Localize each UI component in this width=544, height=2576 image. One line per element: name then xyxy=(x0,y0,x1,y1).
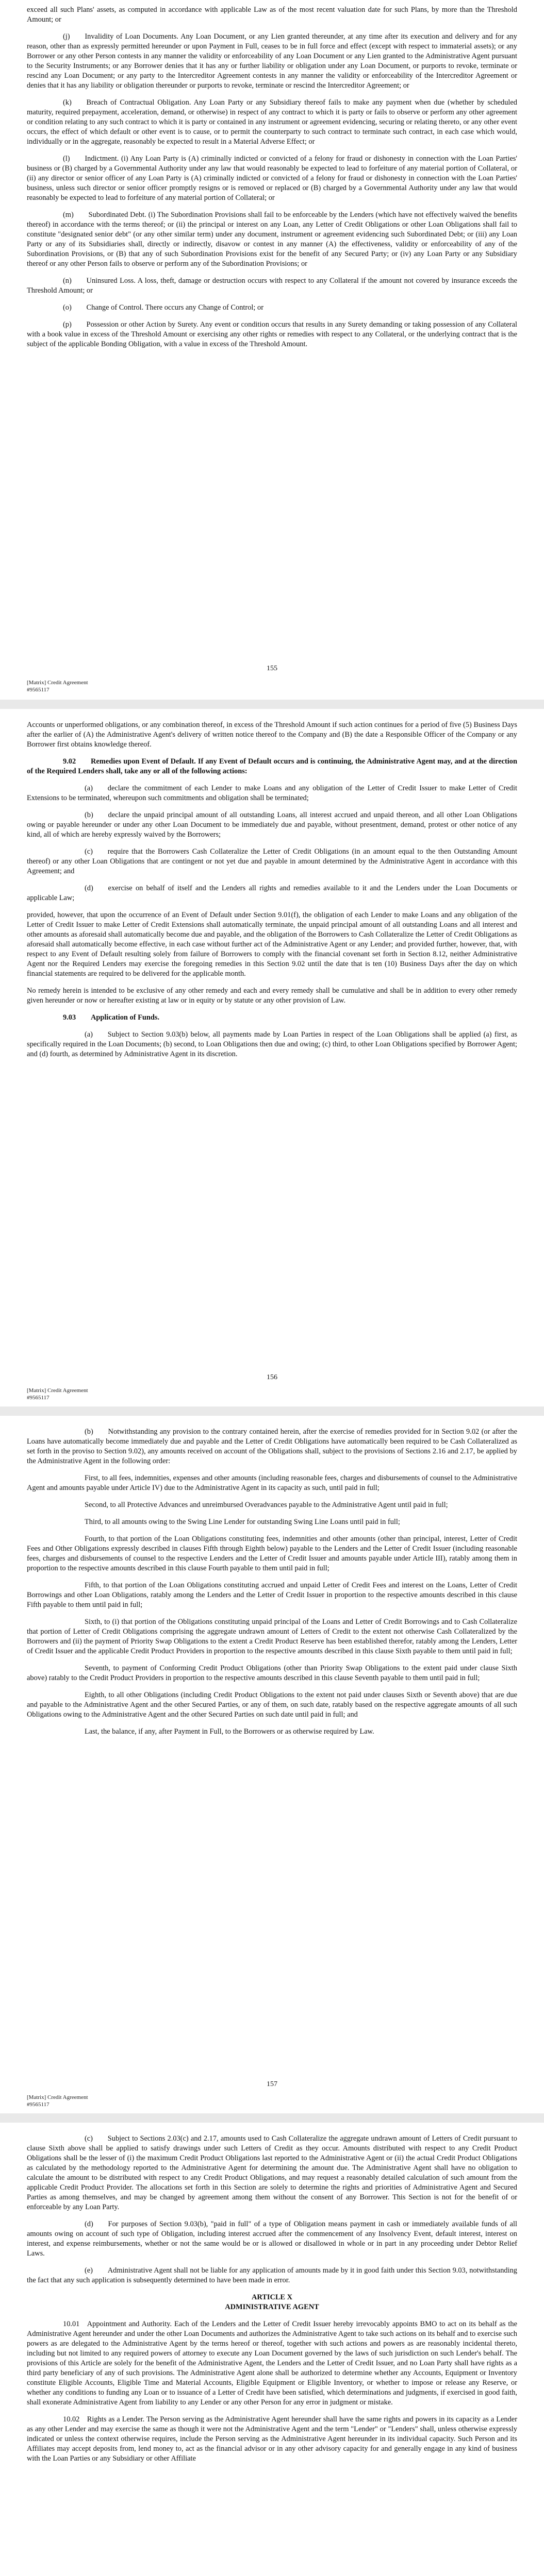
footer xyxy=(27,1387,88,1401)
paragraph: Third, to all amounts owing to the Swing Line Lender for outstanding Swing Line Loans until paid in full; xyxy=(85,1518,400,1526)
page-number: 156 xyxy=(267,1374,277,1381)
footer-title: [Matrix] Credit Agreement xyxy=(27,2094,88,2100)
paragraph: (o) Change of Control. There occurs any Change of Control; or xyxy=(63,303,263,312)
paragraph: 10.02 Rights as a Lender. The Person serving as the Administrative Agent hereunder shall have the same rights and powers in its capacity as a Lender as any other Lender and may exercise the same as though it were not the Administrative Agent and the term "Lender" or "Lenders" shall, unless otherwise expressly indicated or unless the context otherwise requires, include the Person serving as the Administrative Agent hereunder in its individual capacity. Such Person and its Affiliates may accept deposits from, lend money to, act as the financial advisor or in any other advisory capacity for and generally engage in any kind of business with the Loan Parties or any Subsidiary or other Affiliate xyxy=(27,2415,517,2463)
paragraph: 10.01 Appointment and Authority. Each of the Lenders and the Letter of Credit Issuer hereby irrevocably appoints BMO to act on its behalf as the Administrative Agent hereunder and under the other Loan Documents and authorizes the Administrative Agent to take such actions on its behalf and to exercise such powers as are delegated to the Administrative Agent by the terms hereof or thereof, together with such actions and powers as are reasonably incidental thereto, including but not limited to any required powers of attorney to execute any Loan Document governed by the laws of such jurisdiction on such Lender's behalf. The provisions of this Article are solely for the benefit of the Administrative Agent, the Lenders and the Letter of Credit Issuer, and no Loan Party shall have rights as a third party beneficiary of any of such provisions. The Administrative Agent alone shall be authorized to determine whether any Accounts, Equipment or Inventory constitute Eligible Accounts, Eligible Time and Material Accounts, Eligible Equipment or Eligible Inventory, or whether to impose or release any Reserve, or whether any conditions to funding any Loan or to issuance of a Letter of Credit have been satisfied, which determinations and judgments, if exercised in good faith, shall exonerate Administrative Agent from liability to any Lender or any other Person for any error in judgment or mistake. xyxy=(27,2320,517,2406)
paragraph: Fifth, to that portion of the Loan Obligations constituting accrued and unpaid Letter of Credit Fees and interest on the Loans, Letter of Credit Borrowings and other Loan Obligations, ratably among the Lenders and the Letter of Credit Issuer in proportion to the respective amounts described in this clause Fifth payable to them until paid in full; xyxy=(27,1581,517,1609)
page-separator xyxy=(0,1406,544,1416)
paragraph: Fourth, to that portion of the Loan Obligations constituting fees, indemnities and other amounts (other than principal, interest, Letter of Credit Fees and Other Obligations expressly described in clauses Fifth through Eighth below) payable to the Lenders and the Letter of Credit Issuer (including reasonable fees, charges and disbursements of counsel to the respective Lenders and the Letter of Credit Issuer and amounts payable under Article III), ratably among them in proportion to the respective amounts described in this clause Fourth payable to them until paid in full; xyxy=(27,1535,517,1572)
paragraph: exceed all such Plans' assets, as computed in accordance with applicable Law as of the most recent valuation date for such Plans, by more than the Threshold Amount; or xyxy=(27,6,517,24)
paragraph: (d) exercise on behalf of itself and the Lenders all rights and remedies available to it and the Lenders under the Loan Documents or applicable Law; xyxy=(27,884,517,902)
paragraph: (e) Administrative Agent shall not be liable for any application of amounts made by it in good faith under this Section 9.03, notwithstanding the fact that any such application is subsequently determined to have been made in error. xyxy=(27,2266,517,2284)
article-title: ADMINISTRATIVE AGENT xyxy=(225,2303,319,2311)
paragraph: (l) Indictment. (i) Any Loan Party is (A) criminally indicted or convicted of a felony for fraud or dishonesty in connection with the Loan Parties' business or (B) charged by a Governmental Authority under any law that would reasonably be expected to lead to forfeiture of any material portion of Collateral, or (ii) any director or senior officer of any Loan Party is (A) criminally indicted or convicted of a felony for fraud or dishonesty in connection with the Loan Parties' business, unless such director or senior officer promptly resigns or is removed or replaced or (B) charged by a Governmental Authority under any law that would reasonably be expected to lead to forfeiture of any material portion of Collateral; or xyxy=(27,155,517,202)
page-number: 155 xyxy=(267,665,277,672)
paragraph: (c) Subject to Sections 2.03(c) and 2.17, amounts used to Cash Collateralize the aggregate undrawn amount of Letters of Credit pursuant to clause Sixth above shall be applied to satisfy drawings under such Letters of Credit as they occur. Amounts distributed with respect to any Credit Product Obligations shall be the lesser of (i) the maximum Credit Product Obligations last reported to the Administrative Agent or (ii) the actual Credit Product Obligations as calculated by the methodology reported to the Administrative Agent for determining the amount due. The Administrative Agent shall have no obligation to calculate the amount to be distributed with respect to any Credit Product Obligations, and may request a reasonably detailed calculation of such amount from the applicable Credit Product Provider. The allocations set forth in this Section are solely to determine the rights and priorities of Administrative Agent and Secured Parties as among themselves, and may be changed by agreement among them without the consent of any Borrower. This Section is not for the benefit of or enforceable by any Loan Party. xyxy=(27,2134,517,2211)
page-separator xyxy=(0,2113,544,2123)
footer-doc-id: #9565117 xyxy=(27,2102,50,2108)
page-body xyxy=(27,2134,517,2471)
footer-title: [Matrix] Credit Agreement xyxy=(27,1387,88,1394)
paragraph: No remedy herein is intended to be exclusive of any other remedy and each and every remedy shall be cumulative and shall be in addition to every other remedy given hereunder or now or hereafter existing at law or in equity or by statute or any other provision of Law. xyxy=(27,987,517,1005)
paragraph: (j) Invalidity of Loan Documents. Any Loan Document, or any Lien granted thereunder, at any time after its execution and delivery and for any reason, other than as expressly permitted hereunder or upon Payment in Full, ceases to be in full force and effect (except with respect to immaterial assets); or any Borrower or any other Person contests in any manner the validity or enforceability of any Loan Document or any Lien granted to the Administrative Agent pursuant to the Security Instruments; or any Borrower denies that it has any or further liability or obligation under any Loan Document, or purports to revoke, terminate or rescind any Loan Document; or any party to the Intercreditor Agreement contests in any manner the validity or enforceability of the Intercreditor Agreement or denies that it has any liability or obligation thereunder or purports to revoke, terminate or rescind the Intercreditor Agreement; or xyxy=(27,32,517,90)
paragraph: Eighth, to all other Obligations (including Credit Product Obligations to the extent not paid under clauses Sixth or Seventh above) that are due and payable to the Administrative Agent and the other Secured Parties, or any of them, on such date, ratably based on the respective aggregate amounts of all such Obligations owing to the Administrative Agent and the other Secured Parties on such date until paid in full; and xyxy=(27,1691,517,1719)
page-body xyxy=(27,720,517,1066)
paragraph: (d) For purposes of Section 9.03(b), "paid in full" of a type of Obligation means payment in cash or immediately available funds of all amounts owing on account of such type of Obligation, including interest accrued after the commencement of any Insolvency Event, default interest, interest on interest, and expense reimbursements, whether or not the same would be or is allowed or disallowed in whole or in part in any proceeding under Debtor Relief Laws. xyxy=(27,2220,517,2258)
paragraph: (p) Possession or other Action by Surety. Any event or condition occurs that results in any Surety demanding or taking possession of any Collateral with a book value in excess of the Threshold Amount or exercising any other rights or remedies with respect to any Collateral, or the underlying contract that is the subject of the applicable Bonding Obligation, with a value in excess of the Threshold Amount. xyxy=(27,320,517,348)
paragraph: (a) Subject to Section 9.03(b) below, all payments made by Loan Parties in respect of the Loan Obligations shall be applied (a) first, as specifically required in the Loan Documents; (b) second, to Loan Obligations then due and owing; (c) third, to other Loan Obligations specified by Borrower Agent; and (d) fourth, as determined by Administrative Agent in its discretion. xyxy=(27,1030,517,1058)
page-body xyxy=(27,1427,517,1744)
paragraph: Second, to all Protective Advances and unreimbursed Overadvances payable to the Administrative Agent until paid in full; xyxy=(85,1501,448,1509)
paragraph: (b) Notwithstanding any provision to the contrary contained herein, after the exercise of remedies provided for in Section 9.02 (or after the Loans have automatically become immediately due and payable and the Letter of Credit Obligations have automatically been required to be Cash Collateralized as set forth in the proviso to Section 9.02), any amounts received on account of the Obligations shall, subject to the provisions of Sections 2.16 and 2.17, be applied by the Administrative Agent in the following order: xyxy=(27,1428,517,1465)
paragraph: (b) declare the unpaid principal amount of all outstanding Loans, all interest accrued and unpaid thereon, and all other Loan Obligations owing or payable hereunder or under any other Loan Document to be immediately due and payable, without presentment, demand, protest or other notice of any kind, all of which are hereby expressly waived by the Borrowers; xyxy=(27,811,517,839)
footer-title: [Matrix] Credit Agreement xyxy=(27,680,88,686)
paragraph: Accounts or unperformed obligations, or any combination thereof, in excess of the Threshold Amount if such action continues for a period of five (5) Business Days after the earlier of (A) the Administrative Agent's delivery of written notice thereof to the Company and (B) the date a Responsible Officer of the Company or any Borrower first obtains knowledge thereof. xyxy=(27,721,517,749)
article-heading xyxy=(27,2293,517,2312)
page-number: 157 xyxy=(267,2080,277,2088)
paragraph: Seventh, to payment of Conforming Credit Product Obligations (other than Priority Swap Obligations to the extent paid under clause Sixth above) ratably to the Credit Product Providers in proportion to the respective amounts described in this clause Seventh payable to them until paid in full; xyxy=(27,1664,517,1682)
paragraph: Sixth, to (i) that portion of the Obligations constituting unpaid principal of the Loans and Letter of Credit Borrowings and to Cash Collateralize that portion of Letter of Credit Obligations comprising the aggregate undrawn amount of Letters of Credit to the extent not otherwise Cash Collateralized by the Borrowers and (ii) the payment of Priority Swap Obligations to the extent a Credit Product Reserve has been established therefor, ratably among the Lenders, Letter of Credit Issuer and the applicable Credit Product Providers in proportion to the respective amounts described in this clause Sixth payable to them until paid in full; xyxy=(27,1618,517,1655)
paragraph: (a) declare the commitment of each Lender to make Loans and any obligation of the Letter of Credit Issuer to make Letter of Credit Extensions to be terminated, whereupon such commitments and obligation shall be terminated; xyxy=(27,784,517,802)
page-155 xyxy=(0,0,544,700)
section-heading: 9.02 Remedies upon Event of Default. If any Event of Default occurs and is continuing, the Administrative Agent may, and at the direction of the Required Lenders shall, take any or all of the following actions: xyxy=(27,757,517,775)
paragraph: provided, however, that upon the occurrence of an Event of Default under Section 9.01(f), the obligation of each Lender to make Loans and any obligation of the Letter of Credit Issuer to make Letter of Credit Extensions shall automatically terminate, the unpaid principal amount of all outstanding Loans and all interest and other amounts as aforesaid shall automatically become due and payable, and the obligation of the Borrowers to Cash Collateralize the Letter of Credit Obligations as aforesaid shall automatically become effective, in each case without further act of the Administrative Agent or any Lender; and provided further, however, that, with respect to any Event of Default resulting solely from failure of Borrowers to comply with the financial covenant set forth in Section 8.12, neither Administrative Agent nor the Required Lenders may exercise the foregoing remedies in this Section 9.02 until the date that is ten (10) Business Days after the day on which financial statements are required to be delivered for the applicable month. xyxy=(27,911,517,978)
paragraph: (k) Breach of Contractual Obligation. Any Loan Party or any Subsidiary thereof fails to make any payment when due (whether by scheduled maturity, required prepayment, acceleration, demand, or otherwise) in respect of any contract to which it is party or fails to observe or perform any other agreement or condition relating to any such contract to which it is party or contained in any instrument or agreement evidencing, securing or relating thereto, or any other event occurs, the effect of which default or other event is to cause, or to permit the counterparty to such contract to terminate such contract, in each case which would, individually or in the aggregate, reasonably be expected to result in a Material Adverse Effect; or xyxy=(27,98,517,146)
article-number: ARTICLE X xyxy=(251,2293,293,2301)
paragraph: Last, the balance, if any, after Payment in Full, to the Borrowers or as otherwise required by Law. xyxy=(85,1727,374,1736)
footer xyxy=(27,679,88,693)
paragraph: (m) Subordinated Debt. (i) The Subordination Provisions shall fail to be enforceable by the Lenders (which have not effectively waived the benefits thereof) in accordance with the terms thereof; or (ii) the principal or interest on any Loan, any Letter of Credit Obligations or other Loan Obligations shall fail to constitute "designated senior debt" (or any other similar term) under any document, instrument or agreement evidencing such Subordinated Debt; or (iii) any Loan Party or any of its Subsidiaries shall, directly or indirectly, disavow or contest in any manner (A) the effectiveness, validity or enforceability of any of the Subordination Provisions, or (B) that any of such Subordination Provisions exist for the benefit of any Secured Party; or (iv) any Loan Party or any Subsidiary thereof or any other Person fails to observe or perform any of the Subordination Provisions; or xyxy=(27,211,517,268)
footer-doc-id: #9565117 xyxy=(27,687,50,693)
page-157 xyxy=(0,1416,544,2113)
paragraph: (c) require that the Borrowers Cash Collateralize the Letter of Credit Obligations (in an amount equal to the then Outstanding Amount thereof) or any other Loan Obligations that are contingent or not yet due and payable in amount determined by the Administrative Agent in accordance with this Agreement; and xyxy=(27,848,517,875)
page-158 xyxy=(0,2123,544,2576)
page-156 xyxy=(0,709,544,1406)
paragraph: First, to all fees, indemnities, expenses and other amounts (including reasonable fees, charges and disbursements of counsel to the Administrative Agent and amounts payable under Article IV) due to the Administrative Agent in its capacity as such, until paid in full; xyxy=(27,1474,517,1492)
footer-doc-id: #9565117 xyxy=(27,1395,50,1401)
page-body xyxy=(27,5,517,357)
section-heading: 9.03 Application of Funds. xyxy=(63,1013,160,1022)
page-separator xyxy=(0,700,544,709)
paragraph: (n) Uninsured Loss. A loss, theft, damage or destruction occurs with respect to any Collateral if the amount not covered by insurance exceeds the Threshold Amount; or xyxy=(27,277,517,295)
footer xyxy=(27,2094,88,2108)
